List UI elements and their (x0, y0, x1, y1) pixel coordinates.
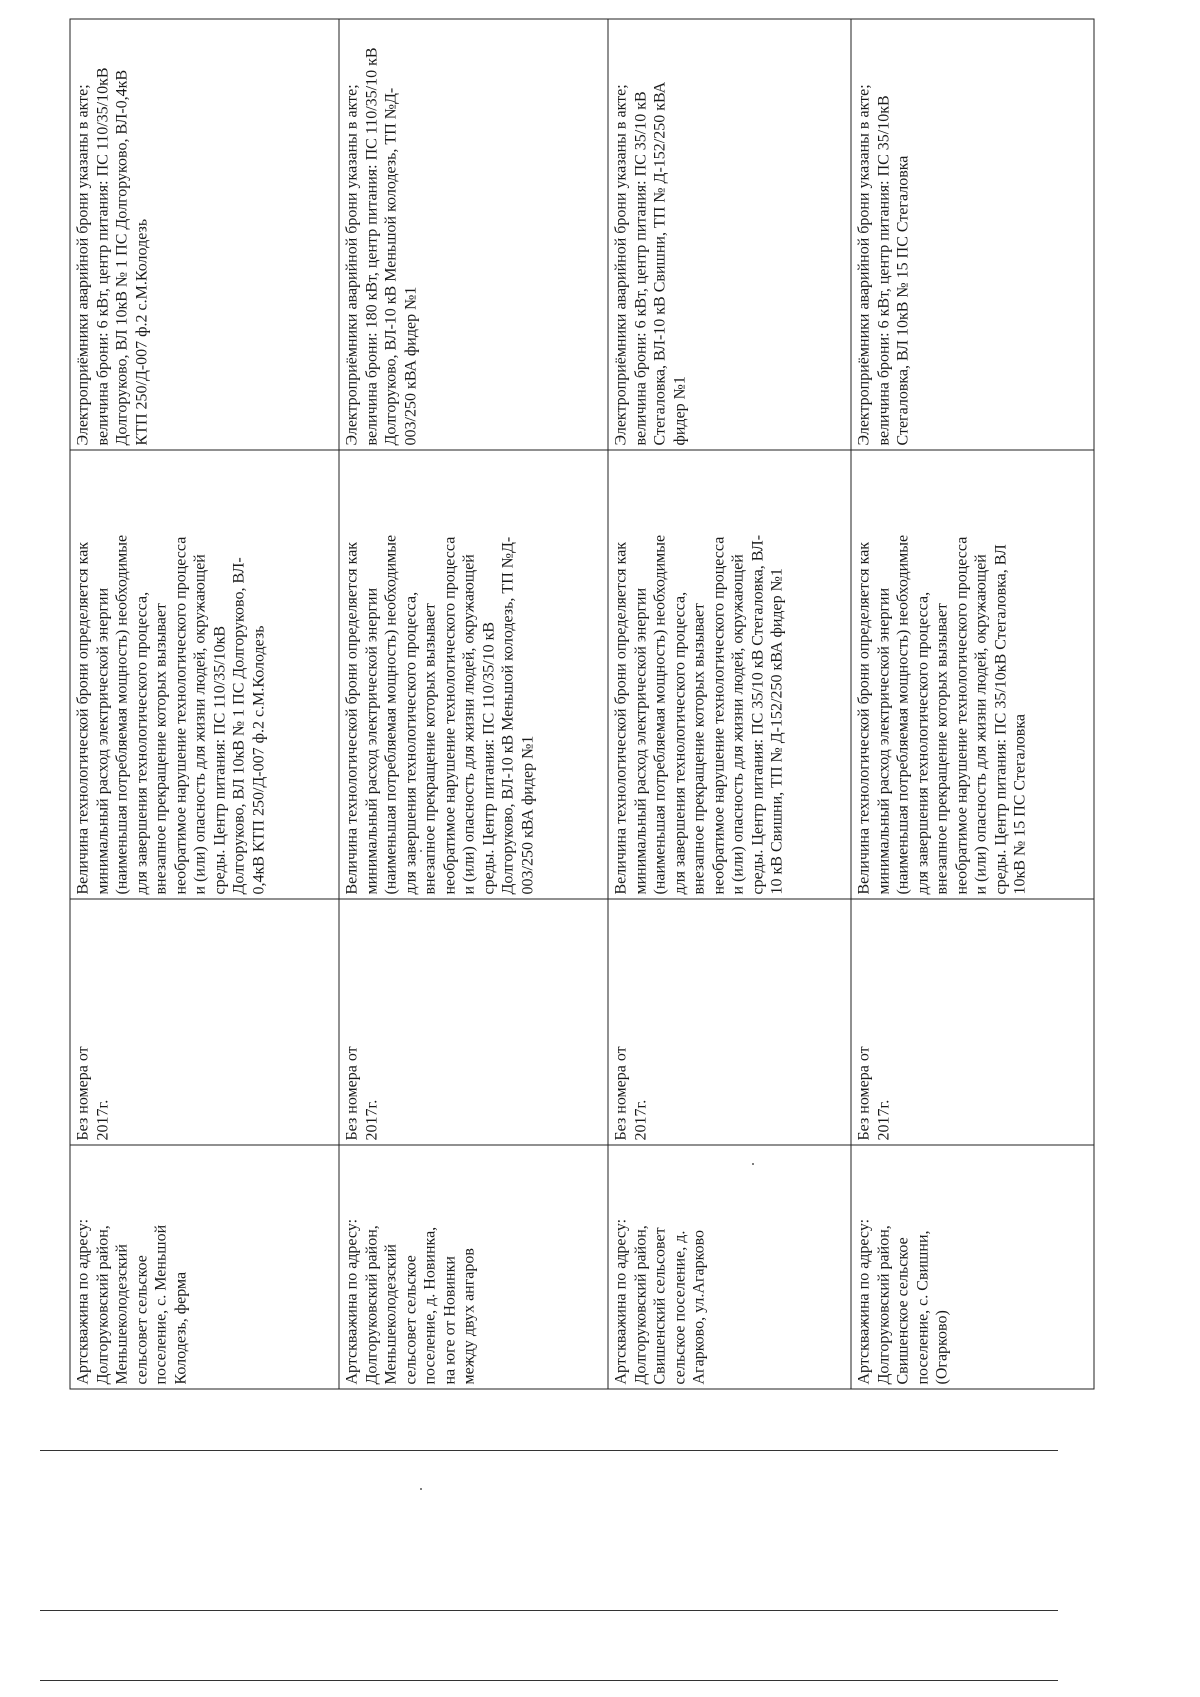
emergency-reserve-cell: Электроприёмники аварийной брони указаны в акте; величина брони: 6 кВт, центр питания: ПС 35/10 кВ Стегаловка, ВЛ-10 кВ Свишни, ТП № Д-152/250 кВА фидер №1 (608, 19, 851, 450)
act-cell: Без номера от 2017г. (608, 899, 851, 1145)
address-cell: Артскважина по адресу: Долгоруковский район, Свишенское сельское поселение, с. Свишни, (Огарково) (851, 1145, 1094, 1389)
act-cell: Без номера от 2017г. (851, 899, 1094, 1145)
tech-reserve-cell: Величина технологической брони определяется как минимальный расход электрической энергии (наименьшая потребляемая мощность) необходимые для завершения технологического процесса, внезапное прекращение которых вызывает необратимое нарушение технологического процесса и (или) опасность для жизни людей, окружающей среды. Центр питания: ПС 110/35/10 кВ Долгоруково, ВЛ-10 кВ Меньшой колодезь, ТП №Д- 003/250 кВА фидер №1 (339, 450, 608, 899)
power-reserve-table (70, 18, 1095, 1389)
horizontal-rule-line (40, 1450, 1058, 1451)
emergency-reserve-cell: Электроприёмники аварийной брони указаны в акте; величина брони: 180 кВт, центр питания: ПС 110/35/10 кВ Долгоруково, ВЛ-10 кВ Меньшой колодезь, ТП №Д- 003/250 кВА фидер №1 (339, 19, 608, 450)
scan-speck (752, 1163, 754, 1165)
table-row (70, 19, 339, 1389)
address-cell: Артскважина по адресу: Долгоруковский район, Свишенский сельсовет сельское поселение, д. Агарково, ул.Агарково (608, 1145, 851, 1389)
tech-reserve-cell: Величина технологической брони определяется как минимальный расход электрической энергии (наименьшая потребляемая мощность) необходимые для завершения технологического процесса, внезапное прекращение которых вызывает необратимое нарушение технологического процесса и (или) опасность для жизни людей, окружающей среды. Центр питания: ПС 35/10 кВ Стегаловка, ВЛ- 10 кВ Свишни, ТП № Д-152/250 кВА фидер №1 (608, 450, 851, 899)
emergency-reserve-cell: Электроприёмники аварийной брони указаны в акте; величина брони: 6 кВт, центр питания: ПС 110/35/10кВ Долгоруково, ВЛ 10кВ № 1 ПС Долгоруково, ВЛ-0,4кВ КТП 250/Д-007 ф.2 с.М.Колодезь (70, 19, 339, 450)
scan-speck (420, 850, 422, 852)
table-row (851, 19, 1094, 1389)
emergency-reserve-cell: Электроприёмники аварийной брони указаны в акте; величина брони: 6 кВт, центр питания: ПС 35/10кВ Стегаловка, ВЛ 10кВ № 15 ПС Стегаловка (851, 19, 1094, 450)
tech-reserve-cell: Величина технологической брони определяется как минимальный расход электрической энергии (наименьшая потребляемая мощность) необходимые для завершения технологического процесса, внезапное прекращение которых вызывает необратимое нарушение технологического процесса и (или) опасность для жизни людей, окружающей среды. Центр питания: ПС 110/35/10кВ Долгоруково, ВЛ 10кВ № 1 ПС Долгоруково, ВЛ- 0,4кВ КТП 250/Д-007 ф.2 с.М.Колодезь (70, 450, 339, 899)
address-cell: Артскважина по адресу: Долгоруковский район, Меньшеколодезский сельсовет сельское поселение, д. Новинка, на юге от Новинки между двух ангаров (339, 1145, 608, 1389)
horizontal-rule-line (40, 1680, 1058, 1681)
address-cell: Артскважина по адресу: Долгоруковский район, Меньшеколодезский сельсовет сельское поселение, с. Меньшой Колодезь, ферма (70, 1145, 339, 1389)
rotated-table-container (70, 19, 1095, 1389)
tech-reserve-cell: Величина технологической брони определяется как минимальный расход электрической энергии (наименьшая потребляемая мощность) необходимые для завершения технологического процесса, внезапное прекращение которых вызывает необратимое нарушение технологического процесса и (или) опасность для жизни людей, окружающей среды. Центр питания: ПС 35/10кВ Стегаловка, ВЛ 10кВ № 15 ПС Стегаловка (851, 450, 1094, 899)
table-row (608, 19, 851, 1389)
act-cell: Без номера от 2017г. (70, 899, 339, 1145)
horizontal-rule-line (40, 1610, 1058, 1611)
scan-speck (420, 1488, 422, 1490)
table-row (339, 19, 608, 1389)
act-cell: Без номера от 2017г. (339, 899, 608, 1145)
